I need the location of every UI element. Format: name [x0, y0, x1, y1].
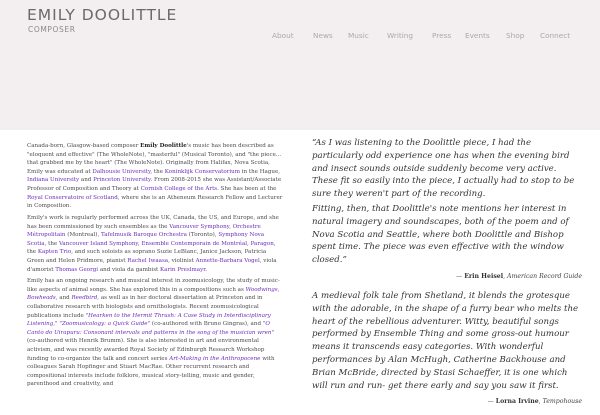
link-bowheads[interactable]: Bowheads — [27, 295, 56, 302]
quote-block — [312, 290, 582, 405]
nav-music[interactable]: Music — [348, 31, 369, 40]
link-annette-barbara-vogel[interactable]: Annette-Barbara Vogel — [195, 257, 260, 264]
link-woodwings[interactable]: Woodwings — [245, 286, 278, 293]
link-orchestre-metropolitain[interactable]: Orchestre Métropolitain — [27, 223, 261, 239]
link-dalhousie[interactable]: Dalhousie University — [92, 168, 151, 175]
quote-author: Lorna Irvine — [495, 398, 539, 406]
site-title[interactable]: EMILY DOOLITTLE — [27, 6, 178, 24]
link-koninklijk[interactable]: Koninklijk Conservatorium — [164, 168, 240, 175]
quote-text: A medieval folk tale from Shetland, it blends the grotesque with the adorable, in the shape of a furry bear who melts the heart of the rebellious adventurer. Witty, beautiful songs performed by Ensemble Thing and some gross-out humour means it transcends easy categories. With wonderful performances by Alan McHugh, Catherine Backhouse and Brian McBride, directed by Stasi Schaeffer, it is one which will run and run- get there early and say you saw it first. — [312, 290, 579, 391]
link-tafelmusik[interactable]: Tafelmusik Baroque Orchestra — [100, 232, 187, 239]
site-header — [0, 0, 600, 130]
nav-connect[interactable]: Connect — [540, 31, 571, 40]
link-rachel-iwaasa[interactable]: Rachel Iwaasa — [127, 257, 169, 264]
link-zoomusicology-guide[interactable]: "Zoomusicology: a Quick Guide" — [59, 321, 151, 328]
link-karin-preslmayr[interactable]: Karin Preslmayr — [160, 266, 206, 273]
quote-text: “As I was listening to the Doolittle piece, I had the particularly odd experience one has when the evening bird and insect sounds outside suddenly become very active. These fit so easily into the piece, I actually had to stop to be sure they weren't part of the recording. — [312, 138, 575, 200]
bio-paragraph: Canada-born, Glasgow-based composer Emily Doolittle's music has been described as "eloquent and effective" (The WholeNote), "masterful" (Musical Toronto), and "the piece... that grabbed me by the heart" (The WholeNote). Originally from Halifax, Nova Scotia, Emily was educated at Dalhousie University, the Koninklijk Conservatorium in the Hague, Indiana University and Princeton University. From 2008-2015 she was Assistant/Associate Professor of Composition and Theory at Cornish College of the Arts. She has been at the Royal Conservatoire of Scotland, where she is an Atheneum Research Fellow and Lecturer in Composition. — [27, 143, 283, 210]
quote-author: Erin Heisel — [464, 272, 504, 280]
quote-block — [312, 137, 582, 280]
link-hermit-thrush[interactable]: "Hearken to the Hermit Thrush: A Case Study in Interdisciplinary Listening," — [27, 312, 271, 328]
nav-events[interactable]: Events — [465, 31, 490, 40]
quote-source: American Record Guide — [507, 272, 582, 280]
nav-about[interactable]: About — [272, 31, 294, 40]
link-ecm[interactable]: Ensemble Contemporain de Montréal — [141, 240, 248, 247]
link-indiana[interactable]: Indiana University — [27, 177, 80, 184]
bio-paragraph: Emily's work is regularly performed across the UK, Canada, the US, and Europe, and she has been commissioned by such ensembles as the Vancouver Symphony, Orchestre Métropolitain (Montreal), Tafelmusik Baroque Orchestra (Toronto), Symphony Nova Scotia, the Vancouver Island Symphony, Ensemble Contemporain de Montréal, Paragon, the Kapten Trio, and such soloists as soprano Suzie LeBlanc, Janice Jackson, Patricia Green and Helen Pridmore, pianist Rachel Iwaasa, violinist Annette-Barbara Vogel, viola d'amorist Thomas Georgi and viola da gambist Karin Preslmayr. — [27, 214, 279, 273]
link-art-making-anthropocene[interactable]: Art-Making in the Anthropocene — [169, 355, 261, 362]
link-symphony-nova-scotia[interactable]: Symphony Nova Scotia — [27, 232, 265, 247]
site-subtitle: COMPOSER — [28, 25, 76, 34]
main-nav — [272, 31, 578, 41]
bio-column — [27, 142, 285, 392]
nav-news[interactable]: News — [313, 31, 333, 40]
link-cornish[interactable]: Cornish College of the Arts — [140, 185, 218, 192]
link-kapten-trio[interactable]: Kapten Trio — [37, 249, 72, 256]
nav-writing[interactable]: Writing — [387, 31, 414, 40]
quote-source: Tempohouse — [542, 398, 582, 406]
link-vancouver-symphony[interactable]: Vancouver Symphony — [169, 223, 230, 230]
nav-press[interactable]: Press — [432, 31, 452, 40]
link-vancouver-island-symphony[interactable]: Vancouver Island Symphony — [58, 240, 138, 247]
link-princeton[interactable]: Princeton University — [93, 177, 151, 184]
link-paragon[interactable]: Paragon — [250, 240, 274, 247]
link-canto-uirapuru[interactable]: "O Canto do Uirapuru: Consonant intervals and patterns in the song of the musician wren" — [27, 321, 275, 336]
composer-name: Emily Doolittle — [140, 143, 187, 149]
nav-shop[interactable]: Shop — [506, 31, 525, 40]
link-thomas-georgi[interactable]: Thomas Georgi — [55, 266, 99, 273]
link-reedbird[interactable]: Reedbird — [71, 295, 98, 302]
quote-attribution: — Erin Heisel, American Record Guide — [456, 272, 582, 280]
quote-text: Fitting, then, that Doolittle's note mentions her interest in natural imagery and soundscapes, both of the poem and of Nova Scotia and Seattle, where both Doolittle and Bishop spent time. The piece was even effective with the window closed.” — [312, 203, 569, 266]
bio-paragraph: Emily has an ongoing research and musical interest in zoomusicology, the study of music-like aspects of animal songs. She has explored this in a compositions such as Woodwings, Bowheads, and Reedbird, as well as in her doctoral dissertation at Princeton and in collaborative research with biologists and ornithologists. Recent zoomusicological publications include "Hearken to the Hermit Thrush: A Case Study in Interdisciplinary Listening," "Zoomusicology: a Quick Guide" (co-authored with Bruno Gingras), and "O Canto do Uirapuru: Consonant intervals and patterns in the song of the musician wren" (co-authored with Henrik Brumm). She is also interested in art and environmental activism, and was recently awarded Royal Society of Edinburgh Research Workshop funding to co-organize the talk and concert series Art-Making in the Anthropocene with colleagues Sarah Hopfinger and Stuart MacRae. Other recurrent research and compositional interests include folklore, musical story-telling, music and gender, parenthood and creativity, and — [27, 278, 280, 388]
quote-attribution: — Lorna Irvine, Tempohouse — [487, 398, 582, 406]
press-quotes — [312, 137, 582, 415]
link-rcs[interactable]: Royal Conservatoire of Scotland — [27, 194, 118, 201]
